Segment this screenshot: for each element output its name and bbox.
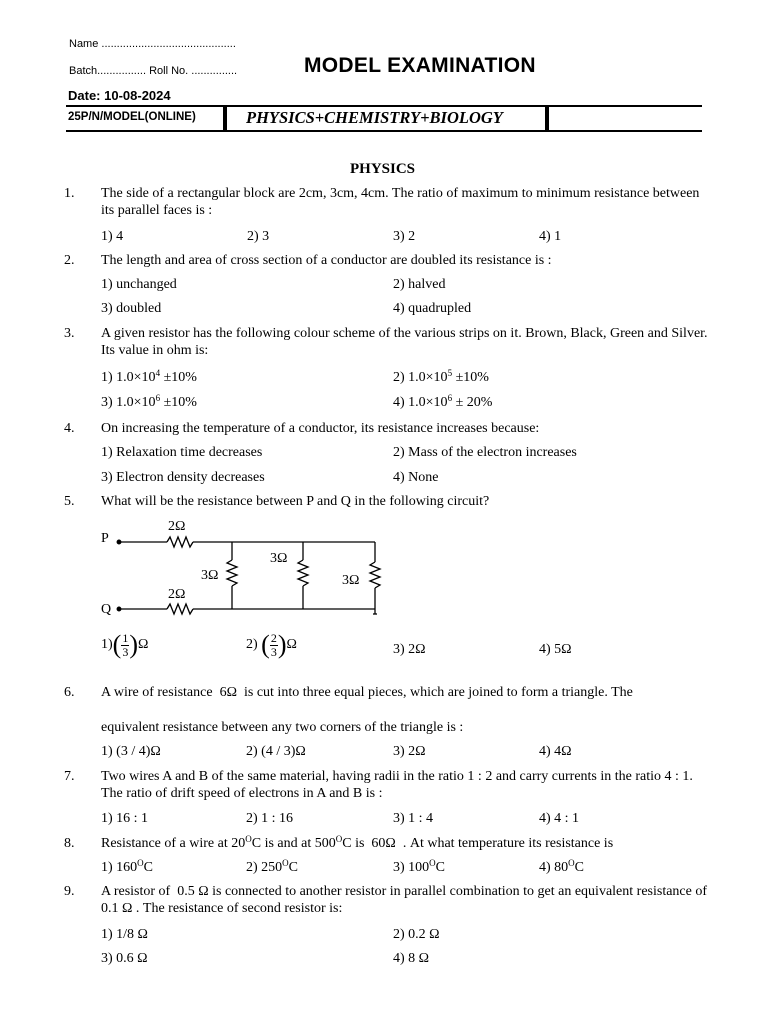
option-4[interactable]: 4) $1.0\times 10^6 \pm 20\%$ bbox=[393, 393, 493, 410]
question-text: On increasing the temperature of a conductor, its resistance increases because: bbox=[101, 421, 540, 436]
option-4[interactable]: 4) 1 bbox=[539, 229, 562, 244]
exam-date: Date: 10-08-2024 bbox=[68, 88, 171, 103]
question-number: 2. bbox=[64, 253, 75, 268]
option-4[interactable]: 4) quadrupled bbox=[393, 301, 472, 316]
resistor-top bbox=[167, 537, 193, 547]
question-number: 6. bbox=[64, 685, 75, 700]
option-3[interactable]: 3) 2Ω bbox=[393, 642, 426, 657]
option-2[interactable]: 2) $1.0\times 10^5 \pm 10\%$ bbox=[393, 368, 489, 385]
label-r-top: 2Ω bbox=[168, 519, 186, 534]
resistor-branch-2 bbox=[298, 560, 308, 586]
question-text: What will be the resistance between P and Q in the following circuit? bbox=[101, 494, 490, 509]
option-1[interactable]: 1) unchanged bbox=[101, 277, 177, 292]
resistor-bottom bbox=[167, 604, 193, 614]
option-1[interactable]: 1)( $\frac{1}{3}$ )Ω bbox=[101, 630, 149, 659]
page-title: MODEL EXAMINATION bbox=[304, 54, 536, 77]
question-number: 1. bbox=[64, 186, 75, 201]
question-number: 4. bbox=[64, 421, 75, 436]
option-2[interactable]: 2) 0.2 Ω bbox=[393, 927, 440, 942]
label-r2: 3Ω bbox=[270, 551, 288, 566]
question-text: The side of a rectangular block are 2cm, 3cm, 4cm. The ratio of maximum to minimum resistance between its parallel faces is : bbox=[101, 186, 700, 218]
question-number: 3. bbox=[64, 326, 75, 341]
question-number: 8. bbox=[64, 836, 75, 851]
subjects-title: PHYSICS+CHEMISTRY+BIOLOGY bbox=[246, 108, 503, 127]
option-3[interactable]: 3) $1.0\times 10^6 \pm 10\%$ bbox=[101, 393, 197, 410]
option-3[interactable]: 3) Electron density decreases bbox=[101, 470, 265, 485]
option-4[interactable]: 4) 8 Ω bbox=[393, 951, 430, 966]
option-2[interactable]: 2) $250^OC$ bbox=[246, 858, 299, 875]
header-rule-top bbox=[66, 105, 702, 107]
terminal-p bbox=[117, 540, 121, 544]
question-text: A given resistor has the following colour scheme of the various strips on it. Brown, Black, Green and Silver. Its value in ohm is: bbox=[101, 326, 708, 358]
label-r-bottom: 2Ω bbox=[168, 587, 186, 602]
option-4[interactable]: 4) $80^OC$ bbox=[539, 858, 585, 875]
option-4[interactable]: 4) None bbox=[393, 470, 439, 485]
option-3[interactable]: 3) doubled bbox=[101, 301, 162, 316]
node-label-q: Q bbox=[101, 602, 112, 617]
option-3[interactable]: 3) 2 bbox=[393, 229, 416, 244]
question-text: Resistance of a wire at $20^OC$ is and at $500^OC$ is 60Ω . At what temperature its resistance is bbox=[101, 834, 614, 851]
option-1[interactable]: 1) (3 / 4)Ω bbox=[101, 744, 161, 759]
node-label-p: P bbox=[101, 531, 109, 546]
question-text-continued: equivalent resistance between any two corners of the triangle is : bbox=[101, 720, 464, 735]
section-heading: PHYSICS bbox=[350, 161, 416, 177]
question-number: 9. bbox=[64, 884, 75, 899]
option-4[interactable]: 4) 5Ω bbox=[539, 642, 572, 657]
header-rule-bottom bbox=[66, 130, 702, 132]
option-1[interactable]: 1) 1/8 Ω bbox=[101, 927, 148, 942]
option-3[interactable]: 3) 1 : 4 bbox=[393, 811, 434, 826]
resistor-branch-1 bbox=[227, 560, 237, 586]
question-number: 5. bbox=[64, 494, 75, 509]
resistor-branch-3 bbox=[370, 562, 380, 588]
header-divider-right bbox=[545, 105, 549, 132]
option-1[interactable]: 1) $160^OC$ bbox=[101, 858, 154, 875]
question-text: Two wires A and B of the same material, having radii in the ratio 1 : 2 and carry currents in the ratio 4 : 1. The ratio of drift speed of electrons in A and B is : bbox=[101, 769, 693, 801]
exam-code: 25P/N/MODEL(ONLINE) bbox=[68, 111, 196, 123]
option-1[interactable]: 1) 4 bbox=[101, 229, 124, 244]
question-number: 7. bbox=[64, 769, 75, 784]
option-1[interactable]: 1) 16 : 1 bbox=[101, 811, 149, 826]
question-text: A wire of resistance 6Ω is cut into three equal pieces, which are joined to form a triangle. The bbox=[101, 685, 633, 700]
circuit-diagram bbox=[95, 512, 395, 624]
option-4[interactable]: 4) 4 : 1 bbox=[539, 811, 580, 826]
batch-roll-field-label: Batch................ Roll No. ............... bbox=[69, 65, 238, 77]
terminal-q bbox=[117, 607, 121, 611]
question-text: A resistor of 0.5 Ω is connected to another resistor in parallel combination to get an equivalent resistance of 0.1 Ω . The resistance of second resistor is: bbox=[101, 884, 708, 916]
option-3[interactable]: 3) 0.6 Ω bbox=[101, 951, 148, 966]
option-2[interactable]: 2) 3 bbox=[247, 229, 270, 244]
option-1[interactable]: 1) $1.0\times 10^4 \pm 10\%$ bbox=[101, 368, 197, 385]
header-divider-left bbox=[223, 105, 227, 132]
option-2[interactable]: 2) (4 / 3)Ω bbox=[246, 744, 306, 759]
option-3[interactable]: 3) $100^OC$ bbox=[393, 858, 446, 875]
option-2[interactable]: 2) ( $\frac{2}{3}$ )Ω bbox=[246, 630, 297, 659]
option-4[interactable]: 4) 4Ω bbox=[539, 744, 572, 759]
option-2[interactable]: 2) 1 : 16 bbox=[246, 811, 294, 826]
name-field-label: Name ............................................ bbox=[69, 38, 236, 50]
option-2[interactable]: 2) halved bbox=[393, 277, 446, 292]
option-2[interactable]: 2) Mass of the electron increases bbox=[393, 445, 577, 460]
label-r3: 3Ω bbox=[342, 573, 360, 588]
question-text: The length and area of cross section of a conductor are doubled its resistance is : bbox=[101, 253, 552, 268]
option-3[interactable]: 3) 2Ω bbox=[393, 744, 426, 759]
option-1[interactable]: 1) Relaxation time decreases bbox=[101, 445, 263, 460]
label-r1: 3Ω bbox=[201, 568, 219, 583]
